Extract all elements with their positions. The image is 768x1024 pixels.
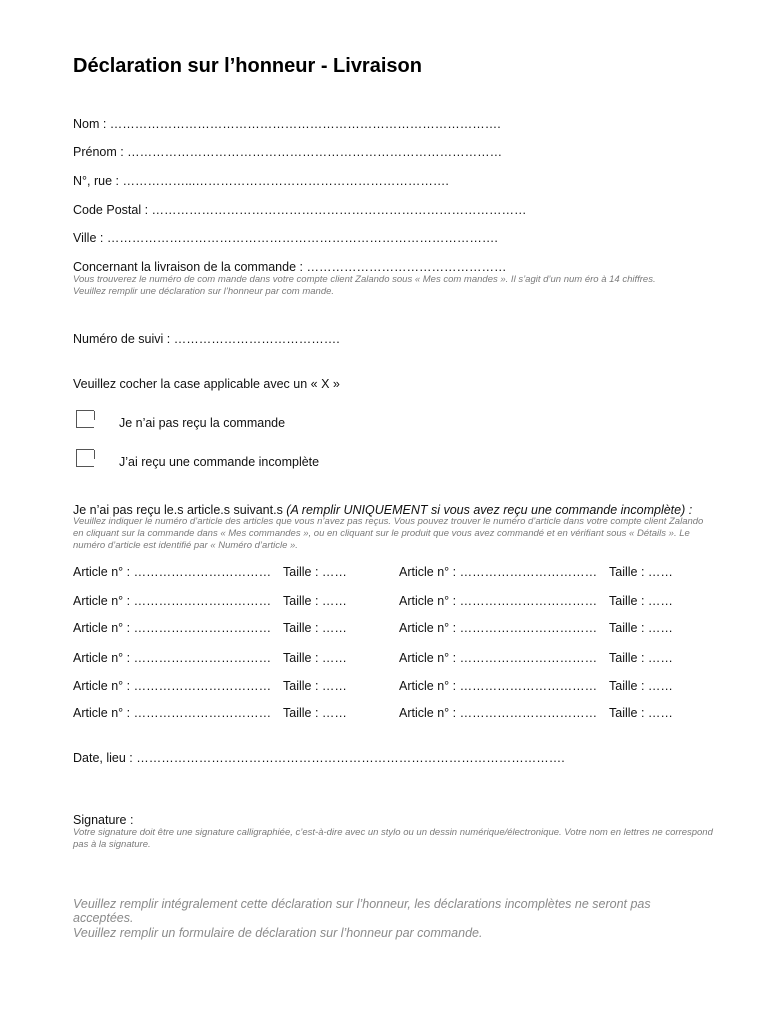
article-number-field[interactable]: Article n° : …………………………… bbox=[73, 621, 272, 635]
page-title: Déclaration sur l’honneur - Livraison bbox=[73, 55, 422, 77]
article-number-field[interactable]: Article n° : …………………………… bbox=[73, 679, 272, 693]
articles-heading-condition: (A remplir UNIQUEMENT si vous avez reçu une commande incomplète) : bbox=[286, 503, 693, 517]
field-prenom[interactable]: Prénom : ……………………………………………………………………………… bbox=[73, 145, 503, 159]
article-number-field[interactable]: Article n° : …………………………… bbox=[73, 706, 272, 720]
article-size-field[interactable]: Taille : …… bbox=[609, 706, 673, 720]
articles-heading bbox=[73, 503, 692, 517]
article-number-field[interactable]: Article n° : …………………………… bbox=[399, 594, 598, 608]
field-code-postal[interactable]: Code Postal : ……………………………………………………………………………… bbox=[73, 203, 527, 217]
checkbox-incomplete[interactable] bbox=[76, 449, 94, 467]
article-number-field[interactable]: Article n° : …………………………… bbox=[399, 651, 598, 665]
footer-note-one-per-order: Veuillez remplir un formulaire de déclaration sur l’honneur par commande. bbox=[73, 926, 483, 940]
article-size-field[interactable]: Taille : …… bbox=[283, 706, 347, 720]
article-size-field[interactable]: Taille : …… bbox=[609, 594, 673, 608]
footer-note-complete: Veuillez remplir intégralement cette déclaration sur l’honneur, les déclarations incomplètes ne seront pas acceptées. bbox=[73, 897, 651, 925]
article-size-field[interactable]: Taille : …… bbox=[609, 651, 673, 665]
article-number-field[interactable]: Article n° : …………………………… bbox=[399, 706, 598, 720]
checkbox-not-received-label: Je n’ai pas reçu la commande bbox=[119, 416, 286, 430]
article-size-field[interactable]: Taille : …… bbox=[609, 621, 673, 635]
checkbox-not-received[interactable] bbox=[76, 410, 94, 428]
article-size-field[interactable]: Taille : …… bbox=[283, 651, 347, 665]
commande-note-line-1: Vous trouverez le numéro de com mande dans votre compte client Zalando sous « Mes com mandes ». Il s’agit d’un num éro à 14 chiffres. bbox=[73, 274, 656, 285]
article-size-field[interactable]: Taille : …… bbox=[283, 565, 347, 579]
article-size-field[interactable]: Taille : …… bbox=[283, 594, 347, 608]
article-number-field[interactable]: Article n° : …………………………… bbox=[73, 651, 272, 665]
article-number-field[interactable]: Article n° : …………………………… bbox=[399, 621, 598, 635]
field-commande[interactable]: Concernant la livraison de la commande : ………………………………………… bbox=[73, 260, 507, 274]
article-size-field[interactable]: Taille : …… bbox=[283, 679, 347, 693]
article-size-field[interactable]: Taille : …… bbox=[609, 565, 673, 579]
article-size-field[interactable]: Taille : …… bbox=[283, 621, 347, 635]
field-numero-suivi[interactable]: Numéro de suivi : …………………………………. bbox=[73, 332, 340, 346]
article-number-field[interactable]: Article n° : …………………………… bbox=[73, 565, 272, 579]
field-rue[interactable]: N°, rue : ……………...……………………………………………………. bbox=[73, 174, 449, 188]
field-nom[interactable]: Nom : …………………………………………………………………………………. bbox=[73, 117, 501, 131]
article-size-field[interactable]: Taille : …… bbox=[609, 679, 673, 693]
articles-note: Veuillez indiquer le numéro d’article des articles que vous n’avez pas reçus. Vous pouvez trouver le numéro d’article dans votre compte client Zalando en cliquant sur la commande dans « Mes commandes », ou en cliquant sur le produit que vous avez commandé et en vérifiant sous « Détails ». Le numéro d’article est identifié par « Numéro d’article ». bbox=[73, 516, 704, 551]
field-ville[interactable]: Ville : …………………………………………………………………………………. bbox=[73, 231, 498, 245]
checkbox-instruction: Veuillez cocher la case applicable avec un « X » bbox=[73, 377, 340, 391]
commande-note-line-2: Veuillez remplir une déclaration sur l’honneur par com mande. bbox=[73, 286, 335, 297]
articles-heading-text: Je n’ai pas reçu le.s article.s suivant.s bbox=[73, 503, 287, 517]
signature-label: Signature : bbox=[73, 813, 134, 827]
article-number-field[interactable]: Article n° : …………………………… bbox=[73, 594, 272, 608]
field-date-lieu[interactable]: Date, lieu : …………………………………………………………………………………………. bbox=[73, 751, 565, 765]
signature-note: Votre signature doit être une signature calligraphiée, c’est-à-dire avec un stylo ou un dessin numérique/électronique. Votre nom en lettres ne correspond pas à la signature. bbox=[73, 827, 713, 850]
article-number-field[interactable]: Article n° : …………………………… bbox=[399, 679, 598, 693]
article-number-field[interactable]: Article n° : …………………………… bbox=[399, 565, 598, 579]
checkbox-incomplete-label: J’ai reçu une commande incomplète bbox=[119, 455, 320, 469]
commande-note bbox=[73, 274, 733, 298]
